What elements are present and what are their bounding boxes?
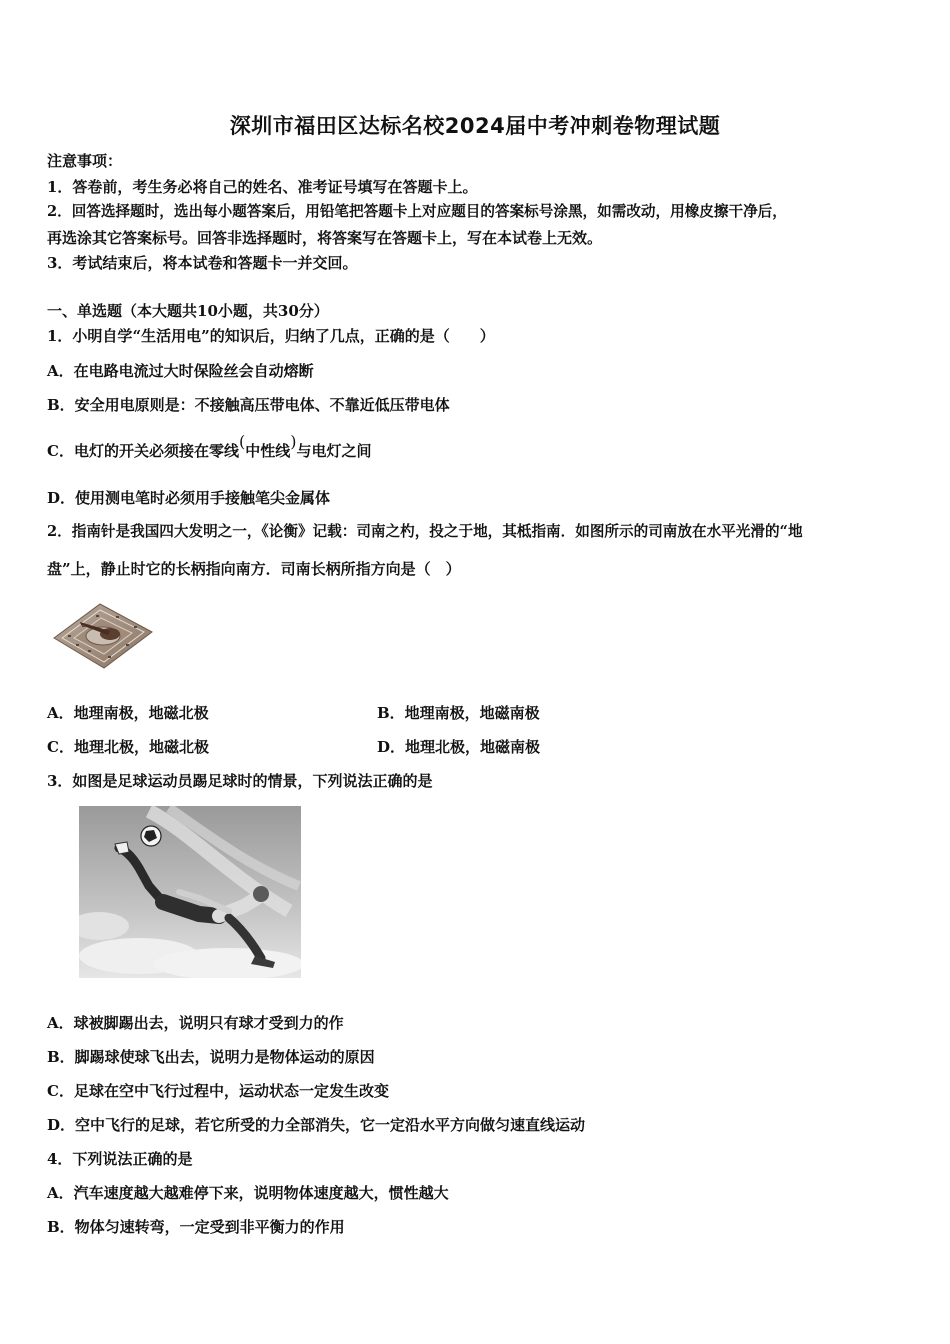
notice-heading: 注意事项：	[47, 152, 123, 170]
question-2-stem-line-1: 2．指南针是我国四大发明之一，《论衡》记载：司南之杓，投之于地，其柢指南．如图所示的司南放在水平光滑的“地	[47, 523, 803, 540]
section-heading: 一、单选题（本大题共10小题，共30分）	[47, 302, 329, 320]
question-3-stem: 3．如图是足球运动员踢足球时的情景，下列说法正确的是	[47, 772, 433, 790]
notice-item-2: 2．回答选择题时，选出每小题答案后，用铅笔把答题卡上对应题目的答案标号涂黑，如需改动，用橡皮擦干净后，	[47, 203, 787, 220]
question-1-option-c	[47, 432, 372, 461]
right-paren: )	[290, 432, 297, 451]
page-title: 深圳市福田区达标名校2024届中考冲刺卷物理试题	[229, 114, 721, 138]
question-3-option-b: B．脚踢球使球飞出去，说明力是物体运动的原因	[47, 1048, 375, 1066]
question-1-option-a: A．在电路电流过大时保险丝会自动熔断	[47, 362, 314, 380]
question-3-option-a: A．球被脚踢出去，说明只有球才受到力的作	[47, 1014, 344, 1032]
question-1-option-d: D．使用测电笔时必须用手接触笔尖金属体	[47, 489, 331, 507]
question-3-option-d: D．空中飞行的足球，若它所受的力全部消失，它一定沿水平方向做匀速直线运动	[47, 1116, 586, 1134]
option-c-pre: C．电灯的开关必须接在零线	[47, 442, 239, 460]
question-4-stem: 4．下列说法正确的是	[47, 1150, 193, 1168]
question-4-option-a: A．汽车速度越大越难停下来，说明物体速度越大，惯性越大	[47, 1184, 449, 1202]
question-3-option-c: C．足球在空中飞行过程中，运动状态一定发生改变	[47, 1082, 389, 1100]
notice-item-2-cont: 再选涂其它答案标号。回答非选择题时，将答案写在答题卡上，写在本试卷上无效。	[47, 229, 603, 247]
question-4-option-b: B．物体匀速转弯，一定受到非平衡力的作用	[47, 1218, 345, 1236]
football-player-photo	[79, 806, 301, 978]
question-1-stem: 1．小明自学“生活用电”的知识后，归纳了几点，正确的是（ ）	[47, 327, 495, 345]
option-c-mid: 中性线	[245, 442, 291, 460]
question-2-option-b: B．地理南极，地磁南极	[377, 704, 540, 722]
left-paren: (	[238, 432, 246, 451]
notice-item-3: 3．考试结束后，将本试卷和答题卡一并交回。	[47, 254, 358, 272]
question-1-option-b: B．安全用电原则是：不接触高压带电体、不靠近低压带电体	[47, 396, 450, 414]
sinan-compass-image	[48, 598, 156, 670]
notice-item-1: 1．答卷前，考生务必将自己的姓名、准考证号填写在答题卡上。	[47, 178, 478, 196]
option-c-post: 与电灯之间	[296, 442, 372, 460]
question-2-stem-line-2: 盘”上，静止时它的长柄指向南方．司南长柄所指方向是（ ）	[47, 560, 461, 578]
question-2-option-a: A．地理南极，地磁北极	[47, 704, 209, 722]
question-2-option-d: D．地理北极，地磁南极	[377, 738, 541, 756]
question-2-option-c: C．地理北极，地磁北极	[47, 738, 209, 756]
